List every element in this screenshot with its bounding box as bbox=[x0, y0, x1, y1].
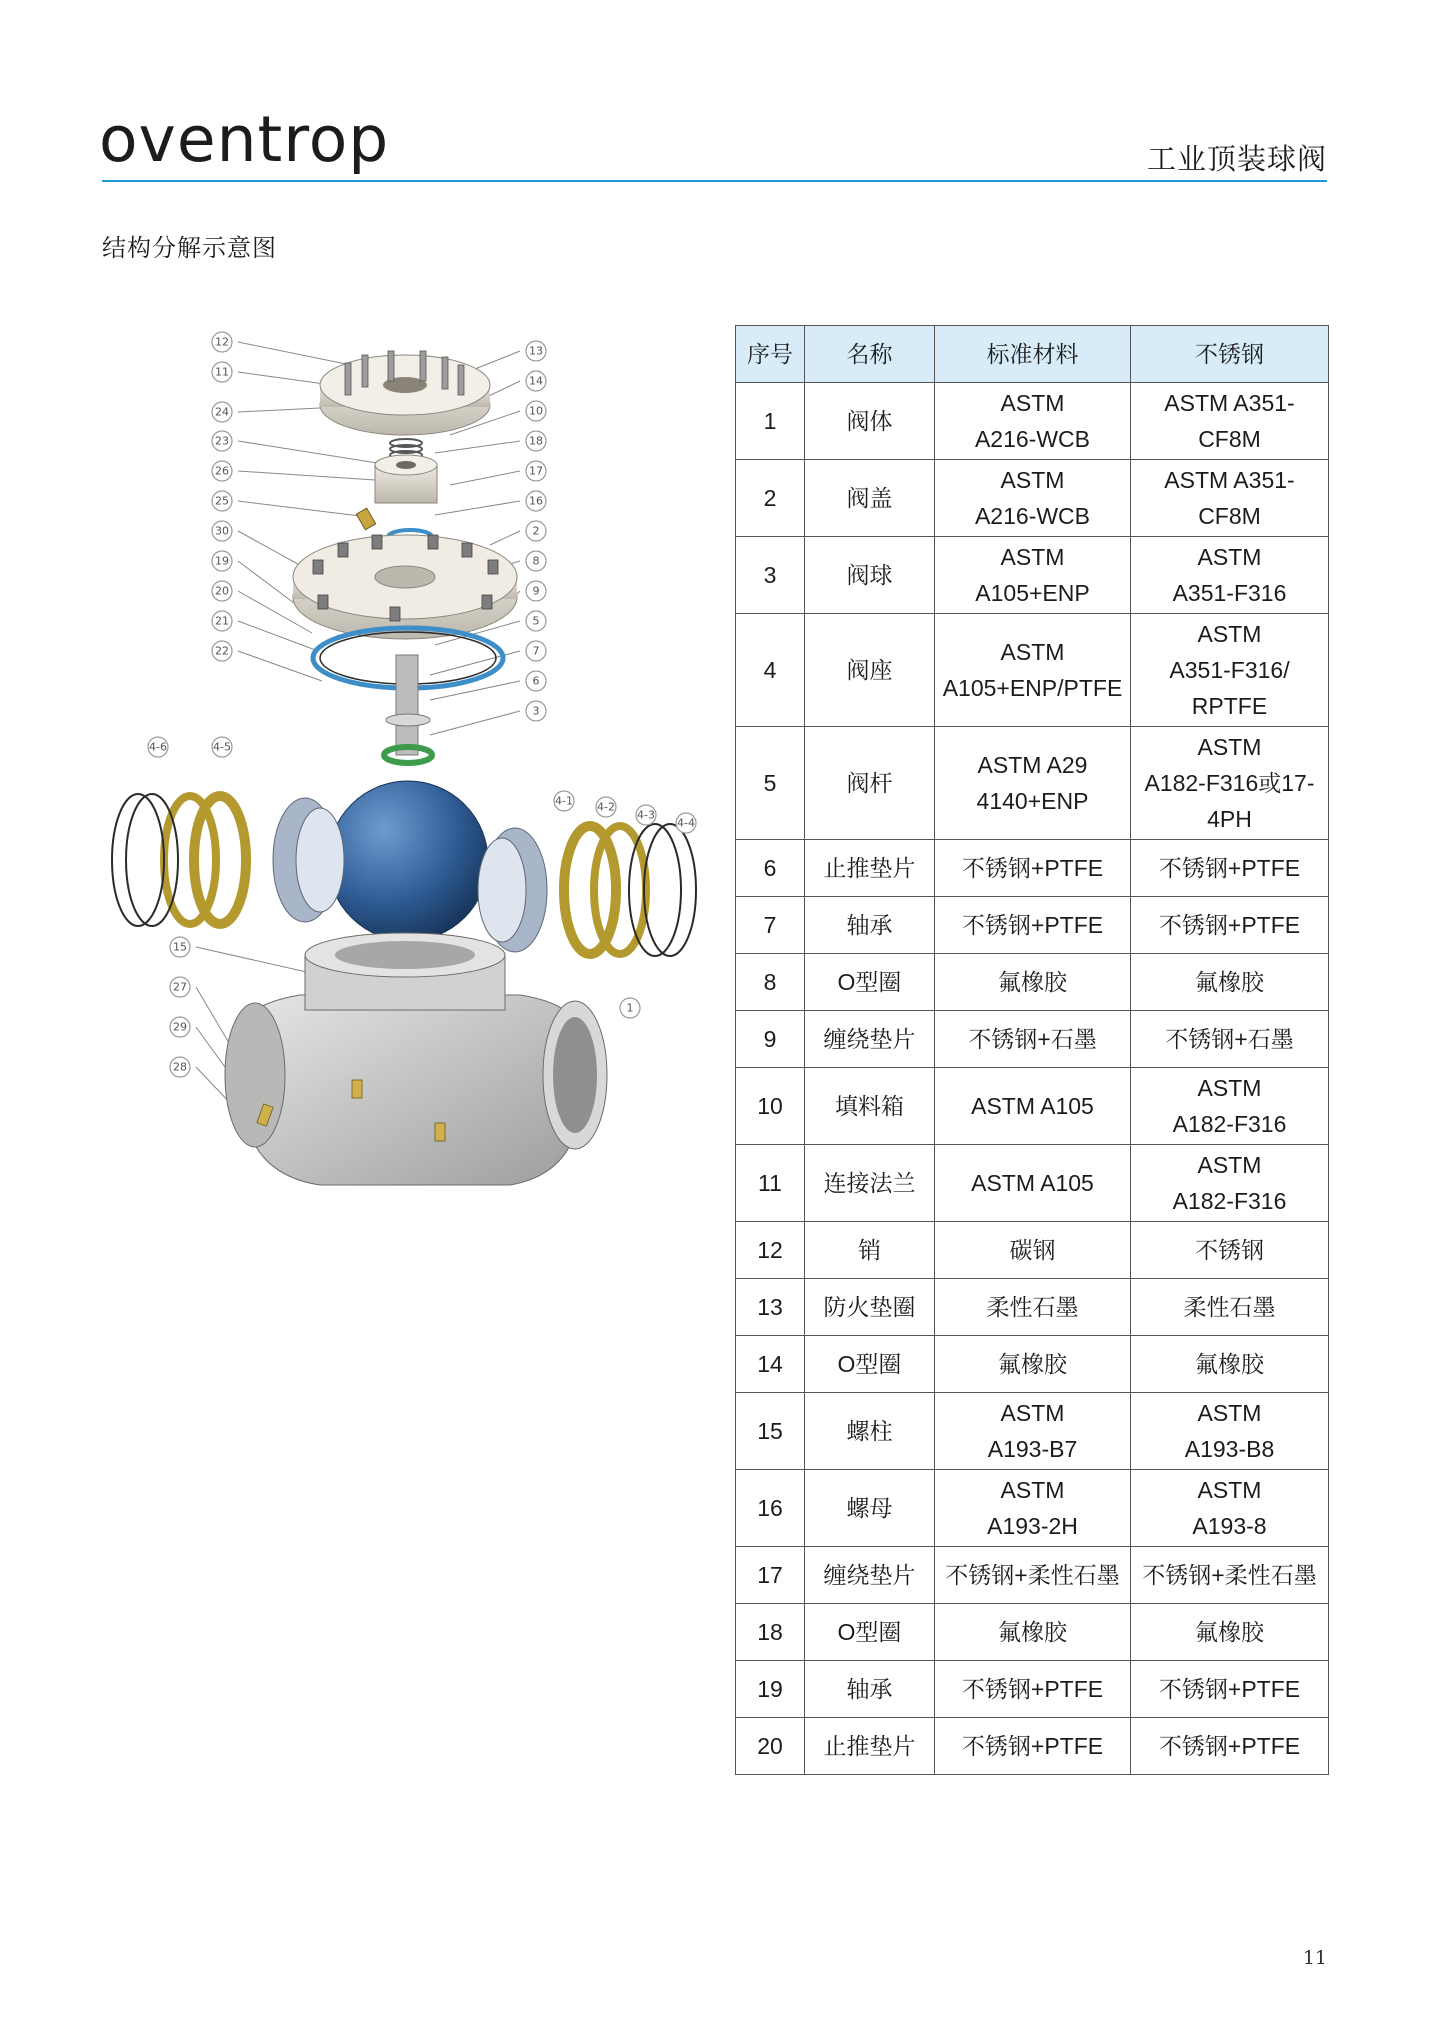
cell-standard bbox=[935, 460, 1131, 537]
callout-label: 13 bbox=[529, 344, 543, 358]
cell-stainless bbox=[1131, 1393, 1329, 1470]
cell-name: 缠绕垫片 bbox=[805, 1011, 935, 1068]
cell-standard-line: ASTM bbox=[1000, 544, 1065, 570]
cell-stainless-line: 氟橡胶 bbox=[1195, 1619, 1264, 1645]
cell-stainless bbox=[1131, 537, 1329, 614]
cell-standard-line: 不锈钢+PTFE bbox=[961, 912, 1104, 938]
cell-no: 11 bbox=[736, 1145, 805, 1222]
callout-label: 16 bbox=[529, 494, 543, 508]
cell-stainless bbox=[1131, 460, 1329, 537]
parts-material-table bbox=[735, 325, 1329, 1775]
cell-standard-line: ASTM bbox=[1000, 1477, 1065, 1503]
cell-name: 止推垫片 bbox=[805, 1718, 935, 1775]
cell-no: 15 bbox=[736, 1393, 805, 1470]
cell-standard bbox=[935, 1604, 1131, 1661]
cell-stainless-line: 氟橡胶 bbox=[1195, 969, 1264, 995]
cell-stainless bbox=[1131, 954, 1329, 1011]
cell-stainless-line: 不锈钢+PTFE bbox=[1158, 855, 1301, 881]
callout-label: 2 bbox=[532, 524, 540, 538]
cell-standard bbox=[935, 1470, 1131, 1547]
cell-standard bbox=[935, 727, 1131, 840]
cell-stainless bbox=[1131, 614, 1329, 727]
callout-label: 8 bbox=[532, 554, 540, 568]
cell-name: 螺柱 bbox=[805, 1393, 935, 1470]
table-row bbox=[736, 1470, 1329, 1547]
table-row bbox=[736, 1604, 1329, 1661]
cell-standard bbox=[935, 1279, 1131, 1336]
cell-stainless-line: ASTM bbox=[1197, 1075, 1262, 1101]
callout-label: 10 bbox=[529, 404, 543, 418]
cell-name: 阀盖 bbox=[805, 460, 935, 537]
table-row bbox=[736, 1011, 1329, 1068]
cell-no: 4 bbox=[736, 614, 805, 727]
cell-standard-line: 氟橡胶 bbox=[998, 1619, 1067, 1645]
page-number: 11 bbox=[1302, 1947, 1327, 1969]
callout-label: 5 bbox=[532, 614, 540, 628]
table-row bbox=[736, 1547, 1329, 1604]
cell-stainless bbox=[1131, 1145, 1329, 1222]
cell-standard-line: A105+ENP/PTFE bbox=[942, 675, 1123, 701]
cell-stainless bbox=[1131, 1011, 1329, 1068]
cell-name: 填料箱 bbox=[805, 1068, 935, 1145]
cell-standard bbox=[935, 1393, 1131, 1470]
callout-label: 11 bbox=[215, 365, 229, 379]
table-row bbox=[736, 1145, 1329, 1222]
table-row bbox=[736, 614, 1329, 727]
cell-standard-line: A216-WCB bbox=[974, 426, 1091, 452]
cell-standard bbox=[935, 840, 1131, 897]
cell-name: 防火垫圈 bbox=[805, 1279, 935, 1336]
brand-logo: oventrop bbox=[99, 103, 390, 176]
callout-label: 15 bbox=[173, 940, 187, 954]
cell-no: 1 bbox=[736, 383, 805, 460]
callout-label: 4-5 bbox=[213, 740, 231, 754]
right-seat-assembly bbox=[478, 824, 696, 956]
cell-stainless bbox=[1131, 1222, 1329, 1279]
table-row bbox=[736, 1068, 1329, 1145]
cell-stainless bbox=[1131, 1661, 1329, 1718]
cell-stainless-line: 不锈钢 bbox=[1195, 1237, 1264, 1263]
callout-label: 29 bbox=[173, 1020, 187, 1034]
cell-no: 6 bbox=[736, 840, 805, 897]
cell-stainless bbox=[1131, 1604, 1329, 1661]
cell-standard bbox=[935, 1661, 1131, 1718]
cell-standard bbox=[935, 1547, 1131, 1604]
cell-standard-line: 不锈钢+PTFE bbox=[961, 855, 1104, 881]
cell-name: 阀座 bbox=[805, 614, 935, 727]
cell-standard bbox=[935, 954, 1131, 1011]
cell-no: 12 bbox=[736, 1222, 805, 1279]
callout-label: 4-6 bbox=[149, 740, 167, 754]
cell-standard-line: ASTM bbox=[1000, 390, 1065, 416]
callout-label: 26 bbox=[215, 464, 229, 478]
cell-stainless-line: A351-F316/ bbox=[1169, 657, 1290, 683]
cell-name: 阀杆 bbox=[805, 727, 935, 840]
cell-no: 7 bbox=[736, 897, 805, 954]
cell-stainless-line: A193-B8 bbox=[1184, 1436, 1275, 1462]
cell-stainless-line: CF8M bbox=[1198, 503, 1261, 529]
cell-standard bbox=[935, 1068, 1131, 1145]
cell-stainless-line: ASTM bbox=[1197, 1477, 1262, 1503]
cell-standard-line: ASTM A29 bbox=[977, 752, 1088, 778]
callout-label: 28 bbox=[173, 1060, 187, 1074]
cell-stainless-line: ASTM bbox=[1197, 1400, 1262, 1426]
cell-standard bbox=[935, 1336, 1131, 1393]
cell-name: O型圈 bbox=[805, 954, 935, 1011]
header-divider bbox=[102, 180, 1327, 182]
callout-label: 25 bbox=[215, 494, 229, 508]
cell-standard bbox=[935, 1222, 1131, 1279]
cell-standard-line: 4140+ENP bbox=[976, 788, 1089, 814]
cell-standard-line: A193-2H bbox=[987, 1513, 1078, 1539]
callout-label: 27 bbox=[173, 980, 187, 994]
cell-standard-line: ASTM A105 bbox=[971, 1093, 1094, 1119]
cell-standard bbox=[935, 537, 1131, 614]
column-header-standard: 标准材料 bbox=[935, 326, 1131, 383]
cell-standard-line: 不锈钢+柔性石墨 bbox=[945, 1562, 1120, 1588]
table-row bbox=[736, 840, 1329, 897]
callout-label: 21 bbox=[215, 614, 229, 628]
callout-label: 4-4 bbox=[677, 816, 695, 830]
cell-stainless-line: 氟橡胶 bbox=[1195, 1351, 1264, 1377]
column-header-no: 序号 bbox=[736, 326, 805, 383]
callout-label: 4-2 bbox=[597, 800, 615, 814]
cell-stainless-line: A182-F316 bbox=[1172, 1111, 1287, 1137]
callout-label: 20 bbox=[215, 584, 229, 598]
callout-label: 23 bbox=[215, 434, 229, 448]
cell-standard-line: 氟橡胶 bbox=[998, 969, 1067, 995]
table-row bbox=[736, 1718, 1329, 1775]
cell-stainless bbox=[1131, 1470, 1329, 1547]
callout-label: 4-1 bbox=[555, 794, 573, 808]
cell-standard-line: 柔性石墨 bbox=[986, 1294, 1079, 1320]
table-row bbox=[736, 1222, 1329, 1279]
cell-standard-line: 不锈钢+PTFE bbox=[961, 1733, 1104, 1759]
cell-no: 3 bbox=[736, 537, 805, 614]
table-row bbox=[736, 1661, 1329, 1718]
cell-name: 销 bbox=[805, 1222, 935, 1279]
cell-stainless bbox=[1131, 897, 1329, 954]
table-row bbox=[736, 537, 1329, 614]
cell-name: 轴承 bbox=[805, 897, 935, 954]
cell-no: 17 bbox=[736, 1547, 805, 1604]
cell-name: 缠绕垫片 bbox=[805, 1547, 935, 1604]
cell-stainless-line: 不锈钢+PTFE bbox=[1158, 1733, 1301, 1759]
cell-no: 14 bbox=[736, 1336, 805, 1393]
cell-no: 16 bbox=[736, 1470, 805, 1547]
cell-standard-line: 不锈钢+石墨 bbox=[968, 1026, 1097, 1052]
cell-stainless bbox=[1131, 1336, 1329, 1393]
cell-name: 阀球 bbox=[805, 537, 935, 614]
cell-name: 阀体 bbox=[805, 383, 935, 460]
table-row bbox=[736, 383, 1329, 460]
cell-standard-line: ASTM bbox=[1000, 467, 1065, 493]
cell-stainless bbox=[1131, 840, 1329, 897]
table-row bbox=[736, 1279, 1329, 1336]
document-title: 工业顶装球阀 bbox=[1146, 142, 1327, 176]
cell-no: 20 bbox=[736, 1718, 805, 1775]
cell-stainless bbox=[1131, 1718, 1329, 1775]
cell-name: 连接法兰 bbox=[805, 1145, 935, 1222]
callout-label: 14 bbox=[529, 374, 543, 388]
cell-stainless bbox=[1131, 727, 1329, 840]
cell-stainless-line: 不锈钢+柔性石墨 bbox=[1142, 1562, 1317, 1588]
callout-label: 24 bbox=[215, 405, 229, 419]
cell-standard bbox=[935, 614, 1131, 727]
table-row bbox=[736, 1336, 1329, 1393]
column-header-name: 名称 bbox=[805, 326, 935, 383]
table-row bbox=[736, 1393, 1329, 1470]
cell-standard-line: ASTM A105 bbox=[971, 1170, 1094, 1196]
cell-stainless-line: A193-8 bbox=[1192, 1513, 1267, 1539]
cell-stainless-line: 不锈钢+PTFE bbox=[1158, 912, 1301, 938]
cell-stainless-line: ASTM bbox=[1197, 621, 1262, 647]
cell-no: 9 bbox=[736, 1011, 805, 1068]
cell-stainless-line: CF8M bbox=[1198, 426, 1261, 452]
table-row bbox=[736, 460, 1329, 537]
cell-name: 螺母 bbox=[805, 1470, 935, 1547]
cell-standard bbox=[935, 1145, 1131, 1222]
cell-stainless-line: A182-F316或17- bbox=[1144, 770, 1315, 796]
callout-label: 22 bbox=[215, 644, 229, 658]
callout-label: 6 bbox=[532, 674, 540, 688]
cell-stainless-line: A351-F316 bbox=[1172, 580, 1287, 606]
cell-stainless-line: ASTM A351- bbox=[1164, 467, 1295, 493]
callout-label: 18 bbox=[529, 434, 543, 448]
cell-standard-line: 碳钢 bbox=[1009, 1237, 1056, 1263]
column-header-stainless: 不锈钢 bbox=[1131, 326, 1329, 383]
table-row bbox=[736, 727, 1329, 840]
cell-stainless-line: 不锈钢+PTFE bbox=[1158, 1676, 1301, 1702]
table-header-row bbox=[736, 326, 1329, 383]
cell-standard bbox=[935, 1011, 1131, 1068]
callout-label: 9 bbox=[532, 584, 540, 598]
cell-standard-line: A216-WCB bbox=[974, 503, 1091, 529]
cell-standard-line: 不锈钢+PTFE bbox=[961, 1676, 1104, 1702]
callout-label: 4-3 bbox=[637, 808, 655, 822]
cell-standard bbox=[935, 897, 1131, 954]
cell-no: 2 bbox=[736, 460, 805, 537]
callout-label: 7 bbox=[532, 644, 540, 658]
cell-stainless-line: A182-F316 bbox=[1172, 1188, 1287, 1214]
cell-no: 10 bbox=[736, 1068, 805, 1145]
cell-stainless-line: ASTM bbox=[1197, 734, 1262, 760]
cell-stainless-line: 4PH bbox=[1207, 806, 1252, 832]
cell-standard bbox=[935, 383, 1131, 460]
section-title: 结构分解示意图 bbox=[102, 234, 277, 262]
cell-name: 止推垫片 bbox=[805, 840, 935, 897]
cell-stainless bbox=[1131, 1279, 1329, 1336]
cell-name: 轴承 bbox=[805, 1661, 935, 1718]
cell-stainless bbox=[1131, 1068, 1329, 1145]
cell-stainless-line: RPTFE bbox=[1191, 693, 1268, 719]
cell-standard-line: A105+ENP bbox=[975, 580, 1090, 606]
callout-label: 19 bbox=[215, 554, 229, 568]
cell-no: 8 bbox=[736, 954, 805, 1011]
cell-standard-line: A193-B7 bbox=[987, 1436, 1078, 1462]
cell-no: 18 bbox=[736, 1604, 805, 1661]
cell-stainless-line: 柔性石墨 bbox=[1183, 1294, 1276, 1320]
cell-stainless-line: ASTM bbox=[1197, 544, 1262, 570]
cell-stainless-line: ASTM bbox=[1197, 1152, 1262, 1178]
exploded-valve-diagram bbox=[90, 315, 730, 1195]
cell-stainless bbox=[1131, 383, 1329, 460]
cell-no: 13 bbox=[736, 1279, 805, 1336]
callout-label: 12 bbox=[215, 335, 229, 349]
cell-stainless-line: 不锈钢+石墨 bbox=[1165, 1026, 1294, 1052]
cell-stainless-line: ASTM A351- bbox=[1164, 390, 1295, 416]
cell-name: O型圈 bbox=[805, 1336, 935, 1393]
left-seat-assembly bbox=[112, 794, 344, 926]
callout-label: 17 bbox=[529, 464, 543, 478]
cell-standard-line: ASTM bbox=[1000, 639, 1065, 665]
cell-standard-line: ASTM bbox=[1000, 1400, 1065, 1426]
cell-standard-line: 氟橡胶 bbox=[998, 1351, 1067, 1377]
parts-table-body bbox=[736, 383, 1329, 1775]
cell-stainless bbox=[1131, 1547, 1329, 1604]
callout-label: 30 bbox=[215, 524, 229, 538]
table-row bbox=[736, 954, 1329, 1011]
cell-name: O型圈 bbox=[805, 1604, 935, 1661]
cell-standard bbox=[935, 1718, 1131, 1775]
callout-label: 3 bbox=[532, 704, 540, 718]
cell-no: 19 bbox=[736, 1661, 805, 1718]
callout-label: 1 bbox=[626, 1001, 634, 1015]
table-row bbox=[736, 897, 1329, 954]
cell-no: 5 bbox=[736, 727, 805, 840]
